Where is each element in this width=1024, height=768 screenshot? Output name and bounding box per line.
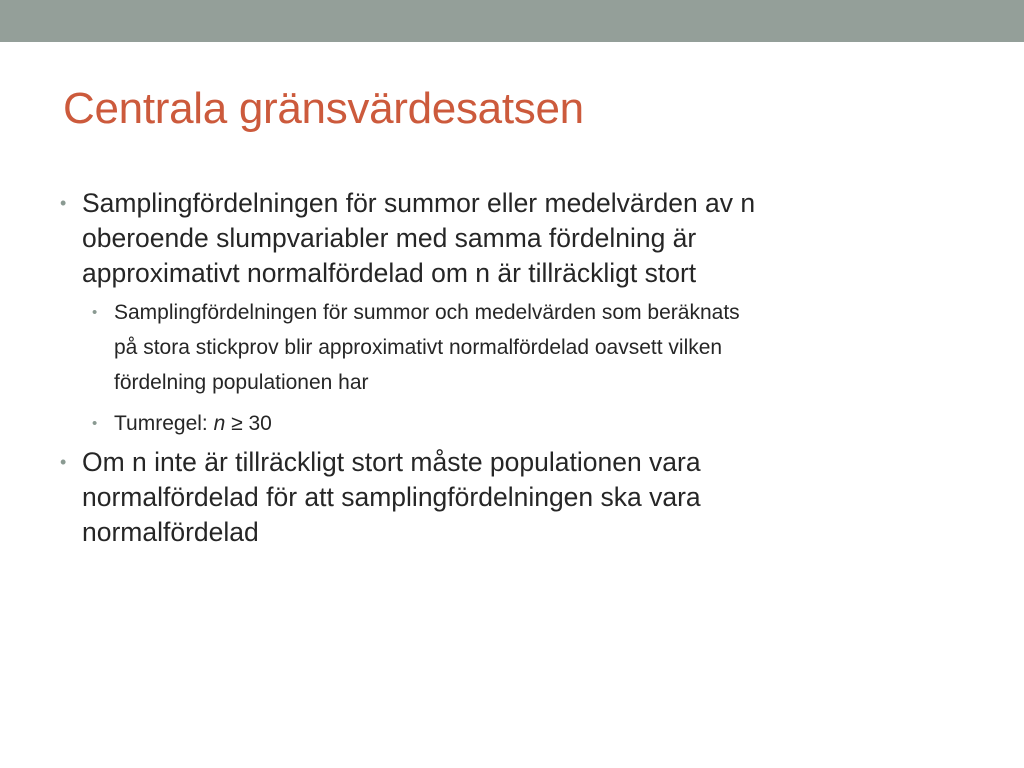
sub-bullet-line: på stora stickprov blir approximativt normalfördelad oavsett vilken [114,336,723,359]
sub-bullet-line: fördelning populationen har [114,371,369,394]
bullet-line: approximativt normalfördelad om n är tillräckligt stort [82,258,697,288]
bullet-list [60,186,960,550]
sub-bullet-line: Samplingfördelningen för summor och medelvärden som beräknats [114,301,740,324]
top-accent-bar [0,0,1024,42]
bullet-item [60,445,960,550]
rule-variable: n [213,412,226,435]
bullet-line: normalfördelad för att samplingfördelningen ska vara [82,482,701,512]
sub-bullet-line [114,406,960,441]
bullet-line: Om n inte är tillräckligt stort måste populationen vara [82,447,701,477]
bullet-dot-icon: • [92,415,98,432]
bullet-line: oberoende slumpvariabler med samma fördelning är [82,223,697,253]
sub-bullet-item [92,295,960,400]
slide-title: Centrala gränsvärdesatsen [63,84,584,133]
rule-prefix: Tumregel: [114,412,214,435]
bullet-dot-icon: • [60,452,67,472]
bullet-item [60,186,960,291]
sub-bullet-item-rule-of-thumb [92,406,960,441]
bullet-line: Samplingfördelningen för summor eller medelvärden av n [82,188,756,218]
bullet-dot-icon: • [92,304,98,321]
bullet-dot-icon: • [60,193,67,213]
rule-suffix: ≥ 30 [225,412,272,435]
bullet-line: normalfördelad [82,517,259,547]
